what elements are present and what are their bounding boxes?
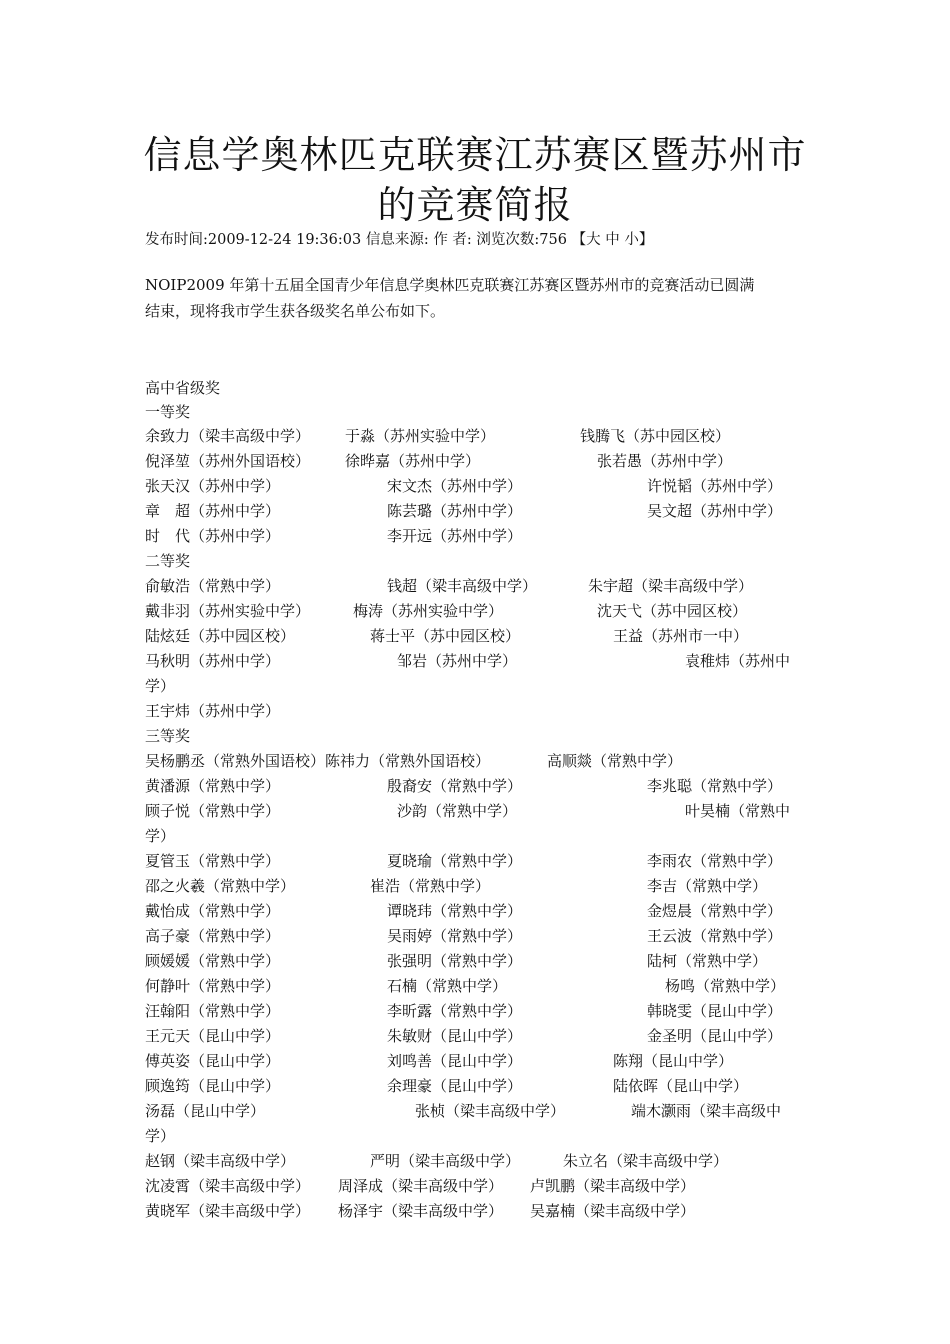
list-row-continuation: 学）	[145, 827, 176, 845]
list-row-continuation: 学）	[145, 1127, 176, 1145]
award-entry: 夏管玉（常熟中学）	[145, 852, 281, 870]
award-entry: 钱超（梁丰高级中学）	[387, 577, 538, 595]
list-row	[145, 1049, 810, 1074]
award-entry: 吴雨婷（常熟中学）	[387, 927, 523, 945]
award-entry: 时 代（苏州中学）	[145, 527, 281, 545]
award-entry: 张强明（常熟中学）	[387, 952, 523, 970]
award-entry: 傅英姿（昆山中学）	[145, 1052, 281, 1070]
award-entry: 钱腾飞（苏中园区校）	[580, 427, 731, 445]
award-entry: 杨鸣（常熟中学）	[665, 977, 786, 995]
award-entry: 吴嘉楠（梁丰高级中学）	[530, 1202, 696, 1220]
award-entry: 顾逸筠（昆山中学）	[145, 1077, 281, 1095]
list-row	[145, 1149, 810, 1174]
award-entry: 叶昊楠（常熟中	[685, 802, 791, 820]
award-entry: 顾子悦（常熟中学）	[145, 802, 281, 820]
award-entry: 赵钢（梁丰高级中学）	[145, 1152, 296, 1170]
title-line-1: 信息学奥林匹克联赛江苏赛区暨苏州市	[143, 133, 807, 177]
award-entry: 陆依晖（昆山中学）	[613, 1077, 749, 1095]
prize-second-heading: 二等奖	[145, 552, 191, 570]
award-entry: 袁稚炜（苏州中	[685, 652, 791, 670]
award-entry: 金煜晨（常熟中学）	[647, 902, 783, 920]
prize-first-heading: 一等奖	[145, 403, 191, 421]
award-entry: 端木灏雨（梁丰高级中	[631, 1102, 782, 1120]
award-entry: 严明（梁丰高级中学）	[370, 1152, 521, 1170]
list-row	[145, 499, 810, 524]
list-row-continuation: 学）	[145, 677, 176, 695]
award-entry: 陈翔（昆山中学）	[613, 1052, 734, 1070]
award-entry: 张若愚（苏州中学）	[597, 452, 733, 470]
list-row	[145, 849, 810, 874]
award-entry: 周泽成（梁丰高级中学）	[338, 1177, 504, 1195]
publish-meta: 发布时间:2009-12-24 19:36:03 信息来源: 作 者: 浏览次数:756 【大 中 小】	[145, 232, 654, 248]
list-row	[145, 574, 810, 599]
award-entry: 余致力（梁丰高级中学）	[145, 427, 311, 445]
list-row	[145, 524, 810, 549]
list-row	[145, 1024, 810, 1049]
award-entry: 沈天弋（苏中园区校）	[597, 602, 748, 620]
list-row	[145, 999, 810, 1024]
award-entry: 吴杨鹏丞（常熟外国语校）陈祎力（常熟外国语校）	[145, 752, 491, 770]
document-title	[120, 130, 830, 230]
award-entry: 顾媛媛（常熟中学）	[145, 952, 281, 970]
award-entry: 李吉（常熟中学）	[647, 877, 768, 895]
list-row	[145, 624, 810, 649]
list-row	[145, 1099, 810, 1124]
award-entry: 蒋士平（苏中园区校）	[370, 627, 521, 645]
title-line-2: 的竞赛简报	[377, 183, 573, 227]
award-entry: 张桢（梁丰高级中学）	[415, 1102, 566, 1120]
award-entry: 王云波（常熟中学）	[647, 927, 783, 945]
list-row	[145, 774, 810, 799]
award-entry: 吴文超（苏州中学）	[647, 502, 783, 520]
list-row	[145, 924, 810, 949]
award-entry: 徐晔嘉（苏州中学）	[345, 452, 481, 470]
award-entry: 崔浩（常熟中学）	[370, 877, 491, 895]
award-entry: 沙韵（常熟中学）	[397, 802, 518, 820]
list-row	[145, 599, 810, 624]
prize-third-heading: 三等奖	[145, 727, 191, 745]
list-row	[145, 749, 810, 774]
award-entry: 李开远（苏州中学）	[387, 527, 523, 545]
intro-paragraph	[145, 272, 810, 324]
list-row	[145, 799, 810, 824]
award-entry: 朱敏财（昆山中学）	[387, 1027, 523, 1045]
intro-line-2: 结束，现将我市学生获各级奖名单公布如下。	[145, 302, 446, 320]
award-entry: 朱宇超（梁丰高级中学）	[588, 577, 754, 595]
award-entry: 韩晓雯（昆山中学）	[647, 1002, 783, 1020]
award-entry: 刘鸣善（昆山中学）	[387, 1052, 523, 1070]
award-entry: 王益（苏州市一中）	[613, 627, 749, 645]
award-entry: 余理豪（昆山中学）	[387, 1077, 523, 1095]
award-entry: 高顺燚（常熟中学）	[547, 752, 683, 770]
award-entry: 李昕露（常熟中学）	[387, 1002, 523, 1020]
award-entry: 梅涛（苏州实验中学）	[353, 602, 504, 620]
award-entry: 谭晓玮（常熟中学）	[387, 902, 523, 920]
award-entry: 许悦韬（苏州中学）	[647, 477, 783, 495]
section-title: 高中省级奖	[145, 379, 221, 397]
award-entry: 石楠（常熟中学）	[387, 977, 508, 995]
list-row	[145, 474, 810, 499]
award-entry: 陈芸璐（苏州中学）	[387, 502, 523, 520]
award-entry: 宋文杰（苏州中学）	[387, 477, 523, 495]
award-entry: 李兆聪（常熟中学）	[647, 777, 783, 795]
award-entry: 殷裔安（常熟中学）	[387, 777, 523, 795]
list-row	[145, 649, 810, 674]
award-entry: 夏晓瑜（常熟中学）	[387, 852, 523, 870]
list-row	[145, 1174, 810, 1199]
award-entry: 于淼（苏州实验中学）	[345, 427, 496, 445]
award-entry: 何静叶（常熟中学）	[145, 977, 281, 995]
list-row	[145, 449, 810, 474]
award-entry: 沈凌霄（梁丰高级中学）	[145, 1177, 311, 1195]
award-entry: 戴非羽（苏州实验中学）	[145, 602, 311, 620]
award-entry: 陆炫廷（苏中园区校）	[145, 627, 296, 645]
award-entry: 高子豪（常熟中学）	[145, 927, 281, 945]
award-entry: 黄晓军（梁丰高级中学）	[145, 1202, 311, 1220]
award-entry: 杨泽宇（梁丰高级中学）	[338, 1202, 504, 1220]
award-entry: 王宇炜（苏州中学）	[145, 702, 281, 720]
award-entry: 戴怡成（常熟中学）	[145, 902, 281, 920]
award-entry: 张天汉（苏州中学）	[145, 477, 281, 495]
list-row	[145, 1074, 810, 1099]
award-entry: 俞敏浩（常熟中学）	[145, 577, 281, 595]
award-entry: 倪泽堃（苏州外国语校）	[145, 452, 311, 470]
award-entry: 黄潘源（常熟中学）	[145, 777, 281, 795]
award-entry: 汤磊（昆山中学）	[145, 1102, 266, 1120]
award-entry: 金圣明（昆山中学）	[647, 1027, 783, 1045]
list-row	[145, 424, 810, 449]
award-entry: 朱立名（梁丰高级中学）	[563, 1152, 729, 1170]
list-row	[145, 974, 810, 999]
list-row	[145, 949, 810, 974]
list-row	[145, 1199, 810, 1224]
award-entry: 李雨农（常熟中学）	[647, 852, 783, 870]
award-entry: 邹岩（苏州中学）	[397, 652, 518, 670]
award-entry: 陆柯（常熟中学）	[647, 952, 768, 970]
intro-line-1: NOIP2009 年第十五届全国青少年信息学奥林匹克联赛江苏赛区暨苏州市的竞赛活动已圆满	[145, 276, 755, 294]
award-entry: 章 超（苏州中学）	[145, 502, 281, 520]
award-entry: 马秋明（苏州中学）	[145, 652, 281, 670]
list-row	[145, 899, 810, 924]
award-entry: 邵之火羲（常熟中学）	[145, 877, 296, 895]
award-entry: 王元天（昆山中学）	[145, 1027, 281, 1045]
list-row	[145, 874, 810, 899]
award-entry: 汪翰阳（常熟中学）	[145, 1002, 281, 1020]
award-entry: 卢凯鹏（梁丰高级中学）	[530, 1177, 696, 1195]
